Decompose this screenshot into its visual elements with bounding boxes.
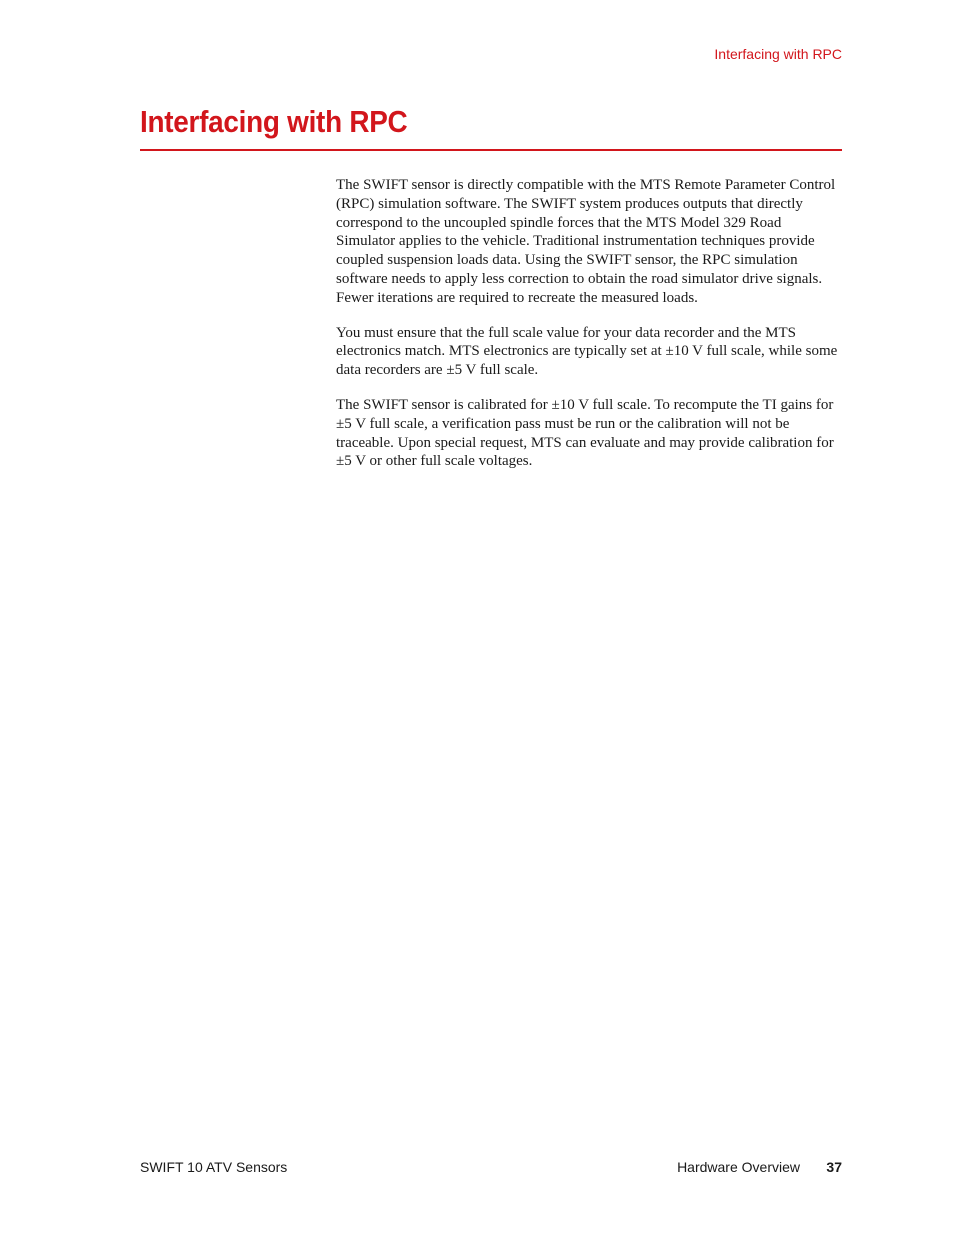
- footer-document-title: SWIFT 10 ATV Sensors: [140, 1159, 288, 1175]
- page-number: 37: [826, 1159, 842, 1175]
- body-text: [336, 176, 842, 487]
- paragraph-full-scale-match: You must ensure that the full scale value for your data recorder and the MTS electronics match. MTS electronics are typically set at ±10 V full scale, while some data recorders are ±5 V full scale.: [336, 324, 838, 379]
- paragraph-calibration: The SWIFT sensor is calibrated for ±10 V full scale. To recompute the TI gains for ±5 V full scale, a verification pass must be run or the calibration will not be traceable. Upon special request, MTS can evaluate and may provide calibration for ±5 V or other full scale voltages.: [336, 396, 834, 470]
- page-title: Interfacing with RPC: [140, 104, 408, 139]
- running-header: Interfacing with RPC: [714, 46, 842, 62]
- footer-section-name: Hardware Overview: [677, 1159, 800, 1175]
- paragraph-rpc-compatibility: The SWIFT sensor is directly compatible with the MTS Remote Parameter Control (RPC) simulation software. The SWIFT system produces outputs that directly correspond to the uncoupled spindle forces that the MTS Model 329 Road Simulator applies to the vehicle. Traditional instrumentation techniques provide coupled suspension loads data. Using the SWIFT sensor, the RPC simulation software needs to apply less correction to obtain the road simulator drive signals. Fewer iterations are required to recreate the measured loads.: [336, 177, 836, 306]
- title-divider: [140, 149, 842, 151]
